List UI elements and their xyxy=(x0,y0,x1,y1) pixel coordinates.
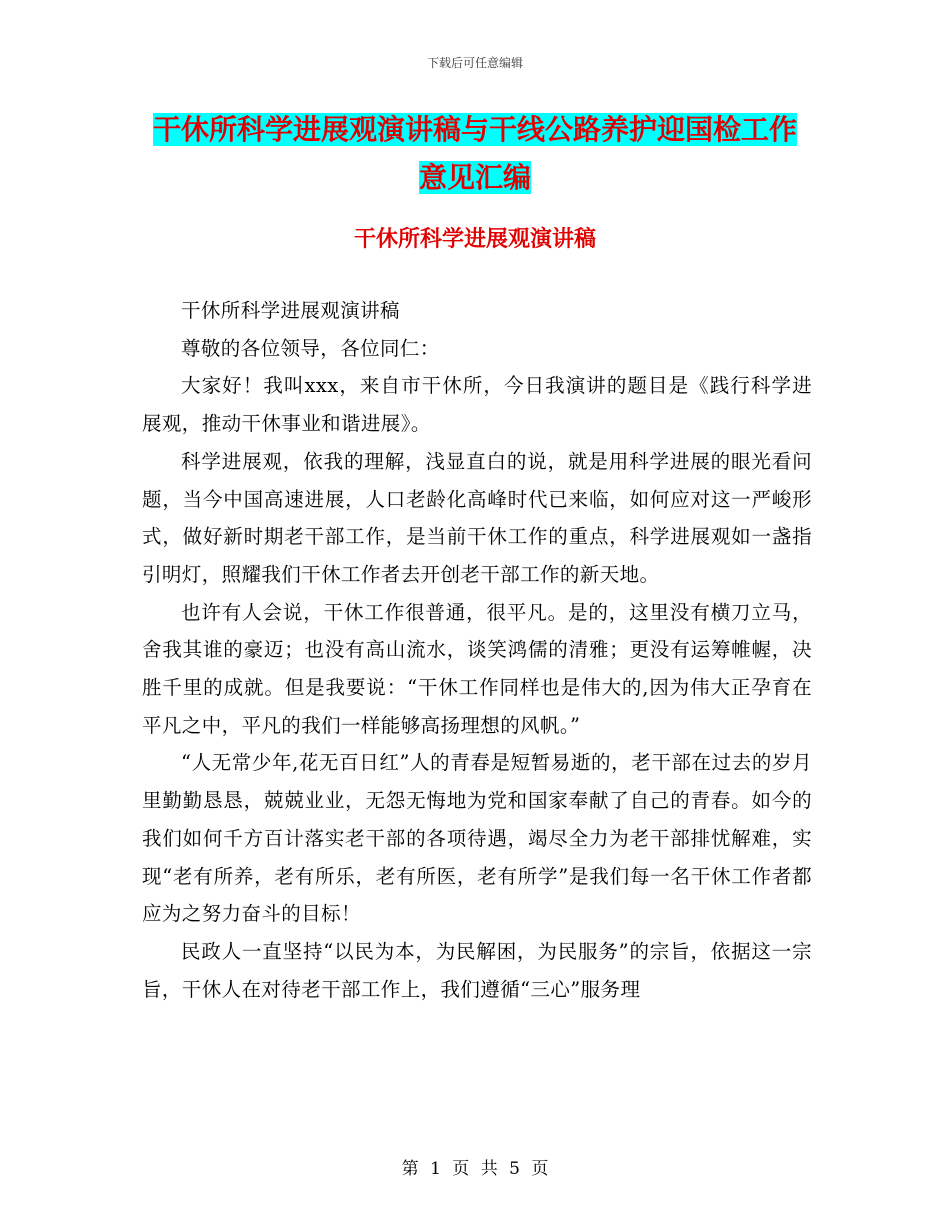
document-body xyxy=(142,292,812,1008)
document-title xyxy=(0,106,950,202)
section-title: 干休所科学进展观演讲稿 xyxy=(353,226,596,252)
paragraph: “人无常少年,花无百日红”人的青春是短暂易逝的，老干部在过去的岁月里勤勤恳恳，兢兢业业，无怨无悔地为党和国家奉献了自己的青春。如今的我们如何千方百计落实老干部的各项待遇，竭尽全力为老干部排忧解难，实现“老有所养，老有所乐，老有所医，老有所学”是我们每一名干休工作者都应为之努力奋斗的目标！ xyxy=(142,751,812,926)
document-title-line-2: 意见汇编 xyxy=(418,161,531,194)
header-note: 下载后可任意编辑 xyxy=(426,56,523,70)
paragraph: 民政人一直坚持“以民为本，为民解困，为民服务”的宗旨，依据这一宗旨，干休人在对待老干部工作上，我们遵循“三心”服务理 xyxy=(142,939,812,1001)
paragraph: 大家好！我叫xxx，来自市干休所，今日我演讲的题目是《践行科学进展观，推动干休事业和谐进展》。 xyxy=(142,374,812,436)
paragraph: 也许有人会说，干休工作很普通，很平凡。是的，这里没有横刀立马，舍我其谁的豪迈；也没有高山流水，谈笑鸿儒的清雅；更没有运筹帷幄，决胜千里的成就。但是我要说：“干休工作同样也是伟大的,因为伟大正孕育在平凡之中，平凡的我们一样能够高扬理想的风帆。” xyxy=(142,600,812,737)
paragraph: 尊敬的各位领导，各位同仁： xyxy=(181,336,440,360)
page-number: 第 1 页 共 5 页 xyxy=(401,1159,549,1179)
paragraph: 干休所科学进展观演讲稿 xyxy=(181,299,400,322)
document-title-line-1: 干休所科学进展观演讲稿与干线公路养护迎国检工作 xyxy=(152,113,797,146)
paragraph: 科学进展观，依我的理解，浅显直白的说，就是用科学进展的眼光看问题，当今中国高速进展，人口老龄化高峰时代已来临，如何应对这一严峻形式，做好新时期老干部工作，是当前干休工作的重点，科学进展观如一盏指引明灯，照耀我们干休工作者去开创老干部工作的新天地。 xyxy=(142,449,812,586)
